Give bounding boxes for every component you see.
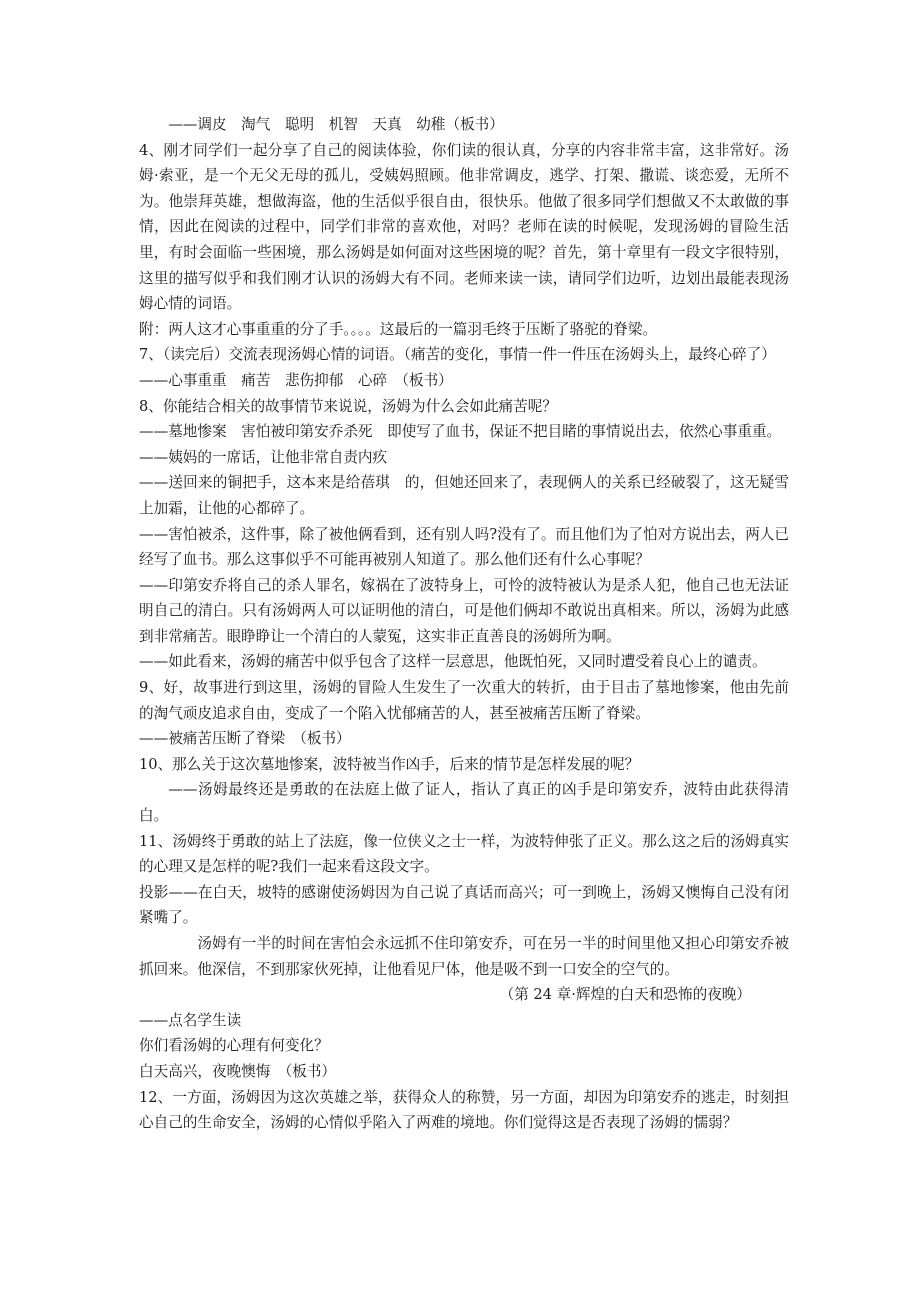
paragraph: ——如此看来，汤姆的痛苦中似乎包含了这样一层意思，他既怕死，又同时遭受着良心上的谴责。: [139, 653, 767, 671]
paragraph: ——害怕被杀，这件事，除了被他俩看到，还有别人吗?没有了。而且他们为了怕对方说出去，两人已经写了血书。那么这事似乎不可能再被别人知道了。那么他们还有什么心事呢？: [139, 525, 789, 569]
paragraph: 12、一方面，汤姆因为这次英雄之举，获得众人的称赞，另一方面，却因为印第安乔的逃走，时刻担心自己的生命安全，汤姆的心情似乎陷入了两难的境地。你们觉得这是否表现了汤姆的懦弱？: [139, 1088, 789, 1132]
document-page: [139, 112, 789, 1136]
paragraph: 7、（读完后）交流表现汤姆心情的词语。（痛苦的变化，事情一件一件压在汤姆头上，最终心碎了）: [139, 346, 776, 364]
paragraph: 附：两人这才心事重重的分了手。。。。这最后的一篇羽毛终于压断了骆驼的脊梁。: [139, 320, 658, 338]
paragraph: 11、汤姆终于勇敢的站上了法庭，像一位侠义之士一样，为波特伸张了正义。那么这之后的汤姆真实的心理又是怎样的呢?我们一起来看这段文字。: [139, 832, 789, 876]
quote-source: （第 24 章·辉煌的白天和恐怖的夜晚）: [499, 986, 751, 1004]
paragraph: ——姨妈的一席话，让他非常自责内疚: [139, 448, 388, 466]
paragraph: 8、你能结合相关的故事情节来说说，汤姆为什么会如此痛苦呢？: [139, 397, 557, 415]
paragraph: 10、那么关于这次墓地惨案，波特被当作凶手，后来的情节是怎样发展的呢？: [139, 755, 640, 773]
paragraph: ——汤姆最终还是勇敢的在法庭上做了证人，指认了真正的凶手是印第安乔，波特由此获得清白。: [139, 781, 789, 825]
paragraph: ——调皮 淘气 聪明 机智 天真 幼稚（板书）: [168, 116, 504, 133]
paragraph: 你们看汤姆的心理有何变化？: [139, 1037, 329, 1055]
paragraph: ——点名学生读: [139, 1011, 242, 1029]
paragraph: 9、好，故事进行到这里，汤姆的冒险人生发生了一次重大的转折，由于目击了墓地惨案，他由先前的淘气顽皮追求自由，变成了一个陷入忧郁痛苦的人，甚至被痛苦压断了脊梁。: [139, 679, 789, 722]
paragraph: ——印第安乔将自己的杀人罪名，嫁祸在了波特身上，可怜的波特被认为是杀人犯，他自己也无法证明自己的清白。只有汤姆两人可以证明他的清白，可是他们俩却不敢说出真相来。所以，汤姆为此感到非常痛苦。眼睁睁让一个清白的人蒙冤，这实非正直善良的汤姆所为啊。: [139, 576, 789, 645]
paragraph: 白天高兴，夜晚懊悔 （板书）: [139, 1062, 337, 1080]
paragraph: 投影——在白天，坡特的感谢使汤姆因为自己说了真话而高兴；可一到晚上，汤姆又懊悔自己没有闭紧嘴了。: [139, 883, 789, 927]
quoted-passage: 汤姆有一半的时间在害怕会永远抓不住印第安乔，可在另一半的时间里他又担心印第安乔被抓回来。他深信，不到那家伙死掉，让他看见尸体，他是吸不到一口安全的空气的。: [139, 935, 789, 978]
paragraph: 4、刚才同学们一起分享了自己的阅读体验，你们读的很认真，分享的内容非常丰富，这非常好。汤姆·索亚，是一个无父无母的孤儿，受姨妈照顾。他非常调皮，逃学、打架、撒谎、谈恋爱，无所不为。他崇拜英雄，想做海盗，他的生活似乎很自由，很快乐。他做了很多同学们想做又不太敢做的事情，因此在阅读的过程中，同学们非常的喜欢他，对吗？老师在读的时候呢，发现汤姆的冒险生活里，有时会面临一些困境，那么汤姆是如何面对这些困境的呢？首先，第十章里有一段文字很特别，这里的描写似乎和我们刚才认识的汤姆大有不同。老师来读一读，请同学们边听，边划出最能表现汤姆心情的词语。: [139, 141, 789, 313]
paragraph: ——心事重重 痛苦 悲伤抑郁 心碎 （板书）: [139, 371, 453, 389]
paragraph: ——被痛苦压断了脊梁 （板书）: [139, 730, 351, 748]
paragraph: ——送回来的铜把手，这本来是给蓓琪 的，但她还回来了，表现俩人的关系已经破裂了，这无疑雪上加霜，让他的心都碎了。: [139, 474, 789, 517]
paragraph: ——墓地惨案 害怕被印第安乔杀死 即使写了血书，保证不把目睹的事情说出去，依然心事重重。: [139, 423, 782, 441]
